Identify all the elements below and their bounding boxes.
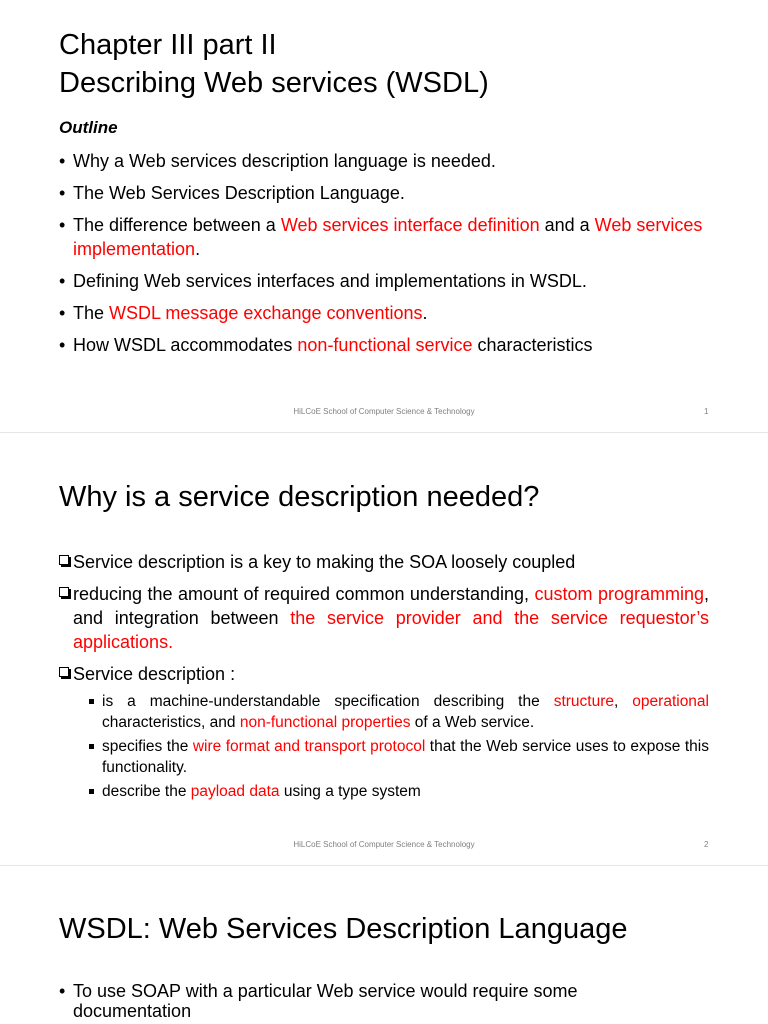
slide-1-page-number: 1 (704, 407, 709, 416)
text-run: , and integration between (73, 584, 709, 628)
text-run: The difference between a (73, 215, 281, 235)
slide-3-bullet-list (59, 981, 619, 1021)
text-run: Service description is a key to making the SOA loosely coupled (73, 552, 576, 572)
text-run: reducing the amount of required common understanding, (73, 584, 535, 604)
slide-2-item (59, 550, 709, 574)
slide-1-bullet (59, 181, 719, 205)
highlight-text: wire format and transport protocol (192, 738, 426, 755)
highlight-text: the service provider and the service requestor’s applications. (73, 608, 710, 652)
slide-2-item (59, 582, 709, 654)
slide-2-footer: HiLCoE School of Computer Science & Technology (293, 840, 475, 849)
text-run: is a machine-understandable specification describing the (102, 693, 554, 710)
text-run: The Web Services Description Language. (73, 183, 405, 203)
slide-3-title: WSDL: Web Services Description Language (59, 913, 628, 945)
slide-2-page-number: 2 (704, 840, 709, 849)
checkbox-bullet-icon (59, 582, 73, 599)
text-run: and a (539, 215, 595, 235)
slide-1-bullet (59, 333, 719, 357)
slide-2-subitem (89, 691, 709, 733)
text-run: that the Web service uses to expose this functionality. (102, 738, 709, 776)
slide-2-title: Why is a service description needed? (59, 481, 540, 513)
text-run: characteristics, and (102, 714, 240, 731)
slide-1-footer: HiLCoE School of Computer Science & Technology (293, 407, 475, 416)
slide-2-subitem-list (89, 691, 709, 802)
outline-label: Outline (59, 118, 118, 137)
text-run: characteristics (472, 335, 593, 355)
slide-3 (0, 866, 768, 1024)
text-run: using a type system (279, 783, 421, 800)
slide-2-item-text (73, 584, 709, 652)
slide-1-title-line-2: Describing Web services (WSDL) (59, 67, 489, 99)
text-run: Defining Web services interfaces and implementations in WSDL. (73, 271, 587, 291)
slide-1-bullet-list (59, 149, 719, 357)
slide-2-subitem (89, 736, 709, 778)
highlight-text: non-functional properties (239, 714, 411, 731)
slide-1-title (59, 26, 489, 102)
slide-1-bullet (59, 269, 719, 293)
slide-1-bullet (59, 149, 719, 173)
highlight-text: Web services interface definition (280, 215, 540, 235)
slide-2-subitem (89, 781, 709, 802)
checkbox-bullet-icon (59, 662, 73, 679)
highlight-text: structure (553, 693, 615, 710)
text-run: describe the (102, 783, 191, 800)
slide-1 (0, 0, 768, 432)
slide-1-title-line-1: Chapter III part II (59, 29, 277, 61)
text-run: of a Web service. (410, 714, 535, 731)
highlight-text: custom programming (534, 584, 704, 604)
slide-1-bullet (59, 213, 719, 261)
text-run: . (195, 239, 201, 259)
highlight-text: non-functional service (297, 335, 473, 355)
slide-1-bullet (59, 301, 719, 325)
highlight-text: WSDL message exchange conventions (109, 303, 423, 323)
slide-2 (0, 433, 768, 865)
text-run: To use SOAP with a particular Web service would require some documentation (73, 981, 578, 1021)
text-run: specifies the (102, 738, 193, 755)
highlight-text: Web services implementation (73, 215, 703, 259)
text-run: , (614, 693, 633, 710)
text-run: The (73, 303, 110, 323)
slide-2-item-text (73, 552, 575, 572)
slide-3-bullet (59, 981, 619, 1021)
highlight-text: operational (632, 693, 709, 710)
checkbox-bullet-icon (59, 550, 73, 567)
slide-2-item-text (73, 664, 235, 684)
text-run: Service description : (73, 664, 236, 684)
slide-2-item (59, 662, 709, 686)
text-run: . (422, 303, 428, 323)
slide-2-item-list (59, 550, 709, 686)
highlight-text: payload data (190, 783, 280, 800)
text-run: Why a Web services description language is needed. (73, 151, 496, 171)
text-run: How WSDL accommodates (73, 335, 298, 355)
